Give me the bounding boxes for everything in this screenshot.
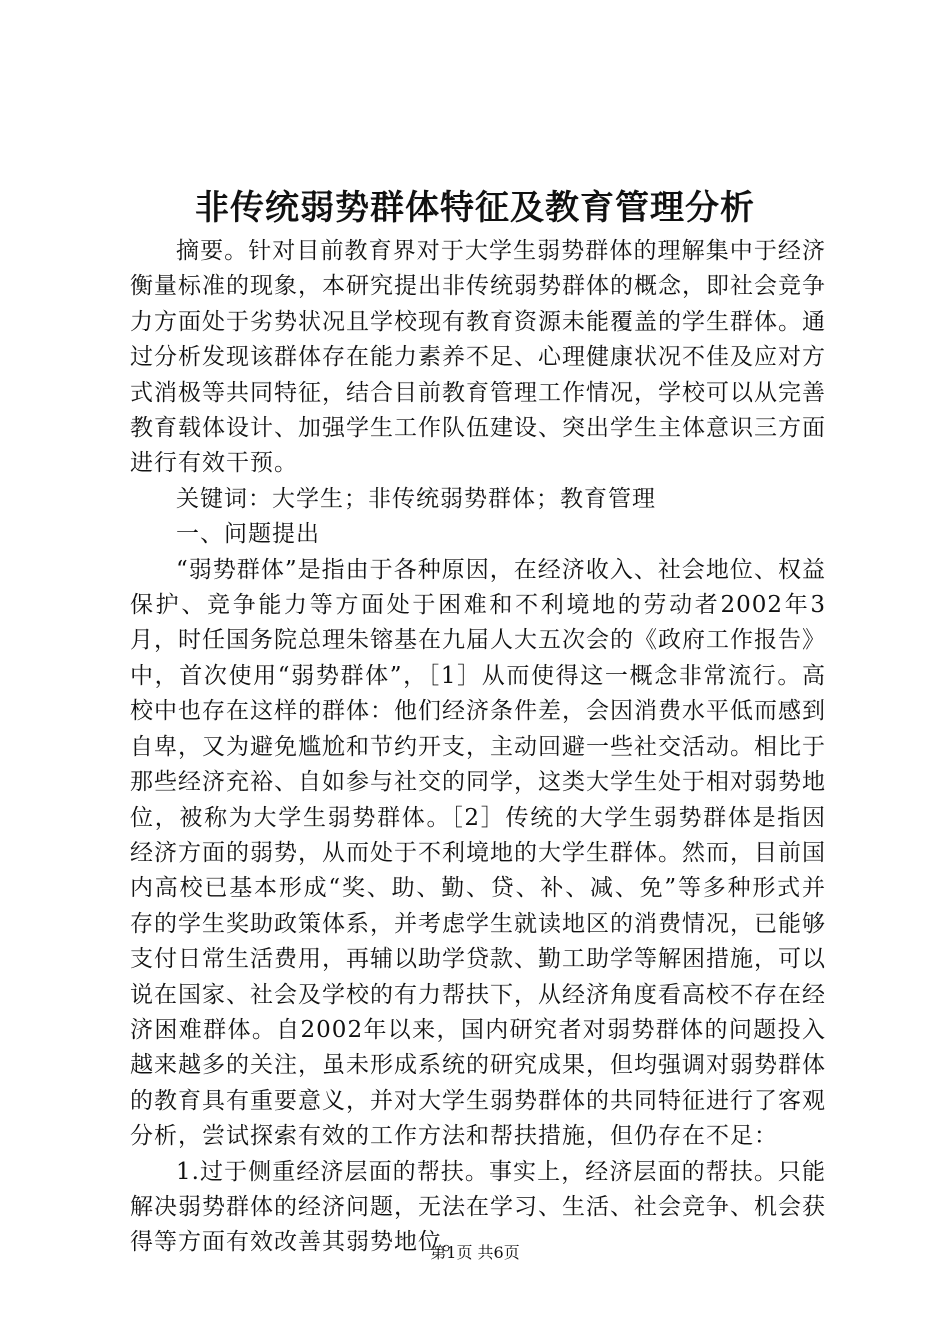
- body-paragraph: 1.过于侧重经济层面的帮扶。事实上，经济层面的帮扶。只能解决弱势群体的经济问题，无法在学习、生活、社会竞争、机会获得等方面有效改善其弱势地位。: [130, 1158, 826, 1256]
- keywords-paragraph: 关键词：大学生；非传统弱势群体；教育管理: [176, 485, 656, 512]
- abstract-paragraph: 摘要。针对目前教育界对于大学生弱势群体的理解集中于经济衡量标准的现象，本研究提出非传统弱势群体的概念，即社会竞争力方面处于劣势状况且学校现有教育资源未能覆盖的学生群体。通过分析发现该群体存在能力素养不足、心理健康状况不佳及应对方式消极等共同特征，结合目前教育管理工作情况，学校可以从完善教育载体设计、加强学生工作队伍建设、突出学生主体意识三方面进行有效干预。: [130, 238, 826, 477]
- document-title: 非传统弱势群体特征及教育管理分析: [195, 188, 755, 228]
- document-body: [130, 234, 826, 1261]
- page-number-footer: 第1页 共6页: [430, 1243, 520, 1262]
- body-paragraph: “弱势群体”是指由于各种原因，在经济收入、社会地位、权益保护、竞争能力等方面处于困难和不利境地的劳动者2002年3月，时任国务院总理朱镕基在九届人大五次会的《政府工作报告》中，首次使用“弱势群体”，［1］从而使得这一概念非常流行。高校中也存在这样的群体：他们经济条件差，会因消费水平低而感到自卑，又为避免尴尬和节约开支，主动回避一些社交活动。相比于那些经济充裕、自如参与社交的同学，这类大学生处于相对弱势地位，被称为大学生弱势群体。［2］传统的大学生弱势群体是指因经济方面的弱势，从而处于不利境地的大学生群体。然而，目前国内高校已基本形成“奖、助、勤、贷、补、减、免”等多种形式并存的学生奖助政策体系，并考虑学生就读地区的消费情况，已能够支付日常生活费用，再辅以助学贷款、勤工助学等解困措施，可以说在国家、社会及学校的有力帮扶下，从经济角度看高校不存在经济困难群体。自2002年以来，国内研究者对弱势群体的问题投入越来越多的关注，虽未形成系统的研究成果，但均强调对弱势群体的教育具有重要意义，并对大学生弱势群体的共同特征进行了客观分析，尝试探索有效的工作方法和帮扶措施，但仍存在不足：: [130, 556, 826, 1150]
- section-heading: 一、问题提出: [176, 521, 320, 548]
